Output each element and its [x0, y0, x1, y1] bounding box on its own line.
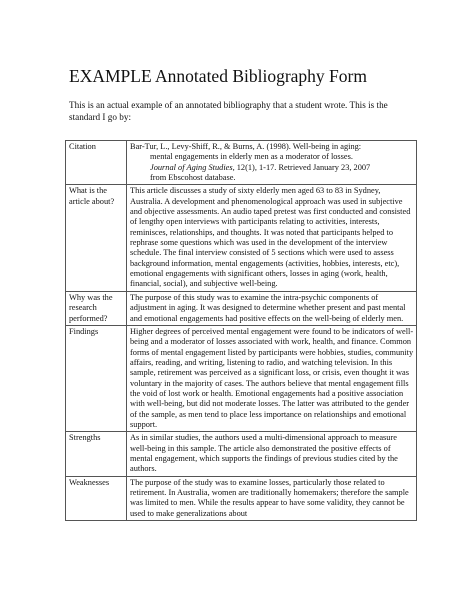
- citation-source: [130, 163, 414, 173]
- table-row-findings: [66, 325, 417, 431]
- table-row-citation: [66, 141, 417, 185]
- intro-paragraph: This is an actual example of an annotated bibliography that a student wrote. This is the standard I go by:: [69, 100, 388, 123]
- citation-journal: Journal of Aging Studies,: [150, 162, 235, 172]
- row-label: Weaknesses: [66, 476, 127, 520]
- row-label: What is the article about?: [66, 185, 127, 291]
- document-title: EXAMPLE Annotated Bibliography Form: [69, 66, 367, 86]
- row-text: This article discusses a study of sixty elderly men aged 63 to 83 in Sydney, Australia. A development and phenomenological approach was used in subjective and objective assessments. An audio taped pretest was first conducted and consisted of lengthy open interviews with participants relating to activities, interests, reminisces, relationships, and thoughts. It was noted that participants helped to rephrase some questions which was used in the development of the interview schedule. The final interview consisted of 5 sections which were used to assess background information, mental engagements (activities, hobbies, interests, etc), emotional engagements with significant others, losses in aging (work, health, financial, social), and subjective well-being.: [127, 185, 417, 291]
- row-label: Citation: [66, 141, 127, 185]
- row-text: Higher degrees of perceived mental engagement were found to be indicators of well-being and a moderator of losses associated with work, health, and finance. Common forms of mental engagement listed by participants were hobbies, studies, community affairs, reading, and writing, listening to radio, and watching television. In this sample, retirement was perceived as a significant loss, or crisis, even thought it was voluntary in the majority of cases. The authors believe that mental engagement fills the void of lost work or health. Emotional engagements had a positive association with well-being, but did not moderate losses. The latter was attributed to the gender of the sample, as men tend to place less importance on relationships and emotional support.: [127, 325, 417, 431]
- table-row-about: [66, 185, 417, 291]
- citation-title: mental engagements in elderly men as a moderator of losses.: [150, 152, 353, 162]
- citation-database: from Ebscohost database.: [150, 173, 236, 183]
- table-row-why: [66, 291, 417, 325]
- annotated-bibliography-table: [65, 140, 417, 521]
- citation-cell: [127, 141, 417, 185]
- row-label: Findings: [66, 325, 127, 431]
- table-row-weaknesses: [66, 476, 417, 520]
- citation-authors: Bar-Tur, L., Levy-Shiff, R., & Burns, A. (1998). Well-being in aging:: [130, 142, 362, 151]
- table-row-strengths: [66, 432, 417, 476]
- row-label: Strengths: [66, 432, 127, 476]
- row-text: The purpose of the study was to examine losses, particularly those related to retirement. In Australia, women are traditionally homemakers; therefore the sample was limited to men. While the results appear to have some validity, they cannot be used to make generalizations about: [127, 476, 417, 520]
- citation-volume: 12(1), 1-17. Retrieved January 23, 2007: [234, 162, 371, 172]
- row-text: The purpose of this study was to examine the intra-psychic components of adjustment in aging. It was designed to determine whether present and past mental and emotional engagements had positive effects on the well-being of elderly men.: [127, 291, 417, 325]
- row-label: Why was the research performed?: [66, 291, 127, 325]
- row-text: As in similar studies, the authors used a multi-dimensional approach to measure well-being in this sample. The article also demonstrated the positive effects of mental engagement, which supports the findings of previous studies cited by the authors.: [127, 432, 417, 476]
